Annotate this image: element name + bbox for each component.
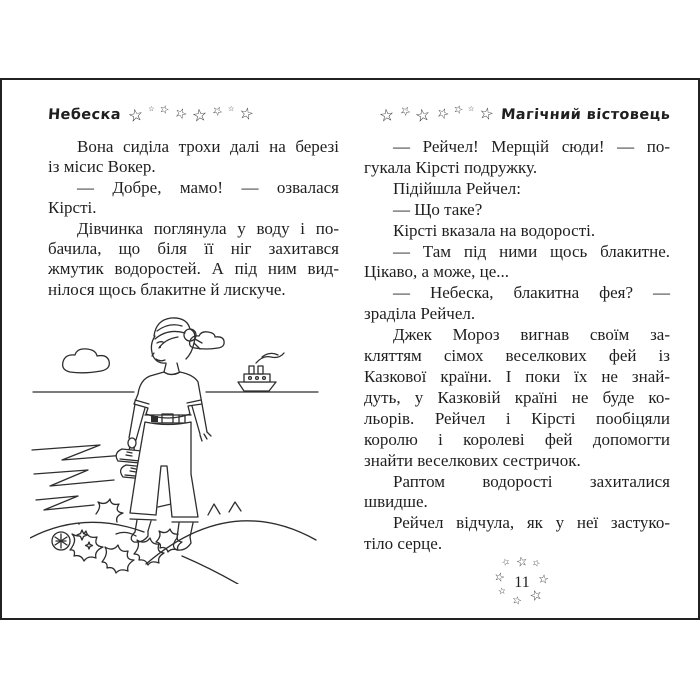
star-icon: ☆	[126, 104, 145, 126]
girl-figure	[116, 318, 211, 550]
seaweed	[70, 499, 182, 573]
text-line: бачила, що біля її ніг захитався	[48, 239, 339, 259]
star-icon: ☆	[190, 104, 209, 126]
text-line: Дівчинка поглянула у воду і по-	[77, 218, 339, 238]
text-line: Рейчел відчула, як у неї застуко-	[393, 513, 670, 533]
right-page-text	[364, 137, 670, 555]
text-line: — Небеска, блакитна фея? —	[393, 283, 670, 303]
text-line: тіло серце.	[364, 534, 443, 554]
text-line: Джек Мороз вигнав своїм за-	[393, 325, 670, 345]
star-icon: ☆	[148, 104, 155, 113]
text-line: Кірсті.	[48, 198, 97, 218]
text-line: Вона сиділа трохи далі на березі	[77, 137, 339, 156]
star-icon: ☆	[527, 587, 545, 606]
book-spread	[0, 78, 700, 620]
text-line: жмутик водоростей. А під ним вид-	[48, 259, 339, 279]
text-line: льорів. Рейчел і Кірсті пообіцяли	[364, 408, 670, 428]
text-line: швидше.	[364, 492, 428, 512]
star-icon: ☆	[396, 102, 414, 120]
text-line: — Що таке?	[393, 199, 483, 219]
text-line: — Рейчел! Мерщій сюди! — по-	[393, 137, 670, 156]
star-icon: ☆	[477, 104, 496, 125]
text-line: знайти веселкових сестричок.	[364, 450, 581, 470]
star-icon: ☆	[413, 104, 433, 126]
right-page-header	[362, 102, 670, 128]
right-header-title: Магічний вістовець	[500, 107, 671, 123]
text-line: гукала Кірсті подружку.	[364, 157, 538, 177]
text-line: із місис Вокер.	[48, 157, 156, 177]
header-star-row	[126, 102, 256, 126]
left-header-title: Небеска	[47, 107, 122, 123]
text-line: кляттям сімох веселкових фей із	[364, 346, 670, 366]
page-number-badge	[492, 552, 552, 612]
text-line: Раптом водорості захиталися	[393, 471, 670, 491]
starfish-icon	[52, 532, 70, 550]
star-icon: ☆	[514, 552, 529, 571]
star-icon: ☆	[237, 104, 256, 125]
text-line: нілося щось блакитне й лискуче.	[48, 279, 286, 299]
star-icon: ☆	[468, 104, 475, 113]
water-lines	[32, 445, 126, 510]
cloud-icon	[63, 332, 224, 373]
text-line: Цікаво, а може, це...	[364, 262, 510, 282]
text-line: Підійшла Рейчел:	[393, 178, 522, 198]
text-line: Кірсті вказала на водорості.	[393, 220, 596, 240]
star-icon: ☆	[510, 593, 524, 609]
star-icon: ☆	[497, 585, 507, 597]
star-icon: ☆	[537, 571, 550, 587]
star-icon: ☆	[378, 104, 396, 126]
beach-illustration	[30, 314, 322, 584]
ship-icon	[238, 353, 284, 391]
text-line: — Добре, мамо! — озвалася	[77, 177, 339, 197]
star-icon: ☆	[530, 556, 542, 570]
text-line: — Там під ними щось блакитне.	[393, 241, 670, 261]
left-page-text	[48, 137, 339, 300]
star-icon: ☆	[500, 555, 512, 569]
page-number: 11	[514, 574, 530, 591]
star-icon: ☆	[451, 102, 465, 117]
text-line: дуть, у Казковій країні не буде ко-	[364, 387, 670, 407]
star-icon: ☆	[227, 104, 235, 113]
star-icon: ☆	[209, 102, 226, 120]
left-page-header	[48, 102, 340, 128]
star-icon: ☆	[433, 105, 451, 124]
text-line: королю і королеві фей допомогти	[364, 429, 670, 449]
star-icon: ☆	[492, 568, 507, 586]
star-icon: ☆	[172, 105, 190, 124]
text-line: зраділа Рейчел.	[364, 304, 476, 324]
star-icon: ☆	[158, 102, 172, 117]
header-star-row	[378, 102, 496, 126]
text-line: Казкової країни. І поки їх не знай-	[364, 366, 670, 386]
